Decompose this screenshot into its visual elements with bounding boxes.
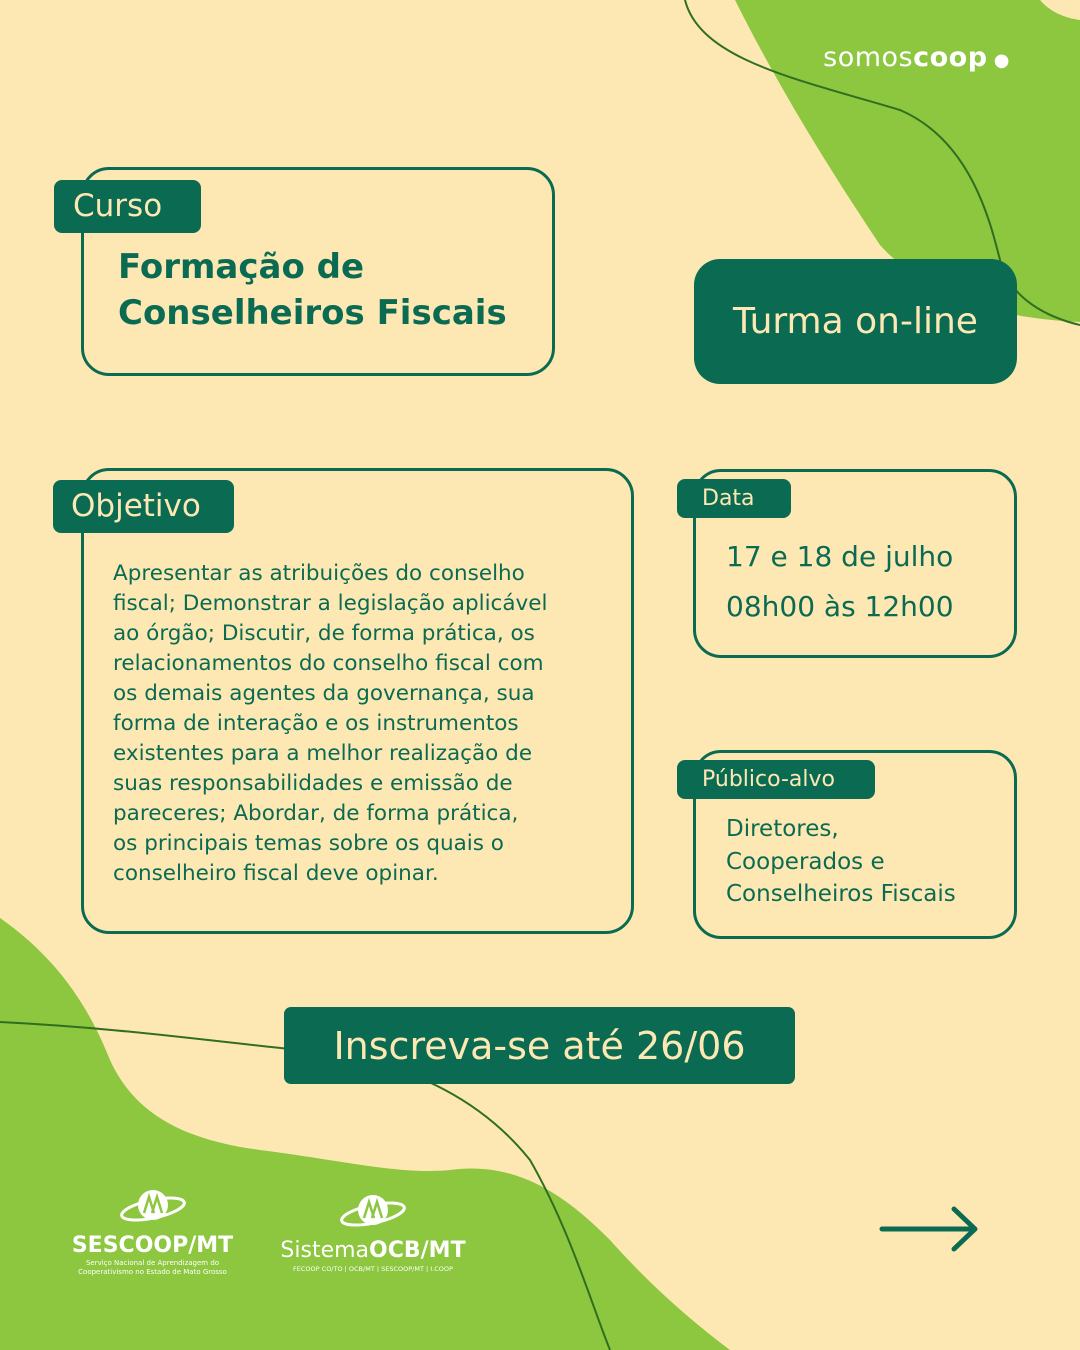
brand-prefix: somos — [823, 42, 914, 73]
date-tag: Data — [677, 479, 791, 518]
objective-line: fiscal; Demonstrar a legislação aplicável — [113, 591, 548, 616]
sistema-title — [266, 1238, 480, 1264]
audience-text — [726, 813, 956, 911]
signup-deadline-button[interactable]: Inscreva-se até 26/06 — [284, 1007, 795, 1084]
sistema-ocb-logo — [266, 1190, 480, 1274]
objective-line: suas responsabilidades e emissão de — [113, 771, 513, 796]
brand-dot-icon: ● — [987, 50, 1010, 71]
somoscoop-logo — [823, 42, 1010, 73]
audience-line: Diretores, — [726, 816, 839, 842]
objective-text — [113, 559, 613, 889]
sescoop-emblem-icon — [118, 1185, 188, 1229]
course-title-line1: Formação de — [118, 247, 365, 287]
ocb-emblem-icon — [338, 1190, 408, 1234]
mode-badge: Turma on-line — [694, 259, 1017, 384]
arrow-right-icon[interactable] — [878, 1203, 982, 1255]
sescoop-sub1: Serviço Nacional de Aprendizagem do — [85, 1259, 220, 1267]
audience-line: Conselheiros Fiscais — [726, 881, 956, 907]
date-text — [726, 532, 954, 632]
audience-tag: Público-alvo — [677, 760, 875, 799]
sistema-name: OCB/MT — [369, 1238, 466, 1263]
course-title-line2: Conselheiros Fiscais — [118, 293, 507, 333]
bottom-left-blob — [0, 918, 730, 1350]
objective-line: pareceres; Abordar, de forma prática, — [113, 801, 519, 826]
objective-line: os demais agentes da governança, sua — [113, 681, 535, 706]
sescoop-sub2: Cooperativismo no Estado de Mato Grosso — [78, 1268, 227, 1276]
course-title — [118, 244, 507, 336]
sistema-sub: FECOOP CO/TO | OCB/MT | SESCOOP/MT | I.COOP — [293, 1265, 453, 1273]
course-tag: Curso — [54, 180, 201, 233]
sescoop-logo — [60, 1185, 245, 1277]
date-days: 17 e 18 de julho — [726, 540, 954, 573]
objective-line: Apresentar as atribuições do conselho — [113, 561, 525, 586]
objective-line: existentes para a melhor realização de — [113, 741, 533, 766]
objective-line: relacionamentos do conselho fiscal com — [113, 651, 544, 676]
sistema-prefix: Sistema — [280, 1238, 370, 1263]
objective-line: conselheiro fiscal deve opinar. — [113, 861, 439, 886]
objective-line: os principais temas sobre os quais o — [113, 831, 504, 856]
date-hours: 08h00 às 12h00 — [726, 590, 954, 623]
brand-suffix: coop — [913, 42, 988, 73]
objective-line: ao órgão; Discutir, de forma prática, os — [113, 621, 535, 646]
objective-line: forma de interação e os instrumentos — [113, 711, 519, 736]
objective-tag: Objetivo — [53, 480, 234, 533]
audience-line: Cooperados e — [726, 848, 885, 875]
sescoop-name: SESCOOP/MT — [71, 1233, 234, 1258]
